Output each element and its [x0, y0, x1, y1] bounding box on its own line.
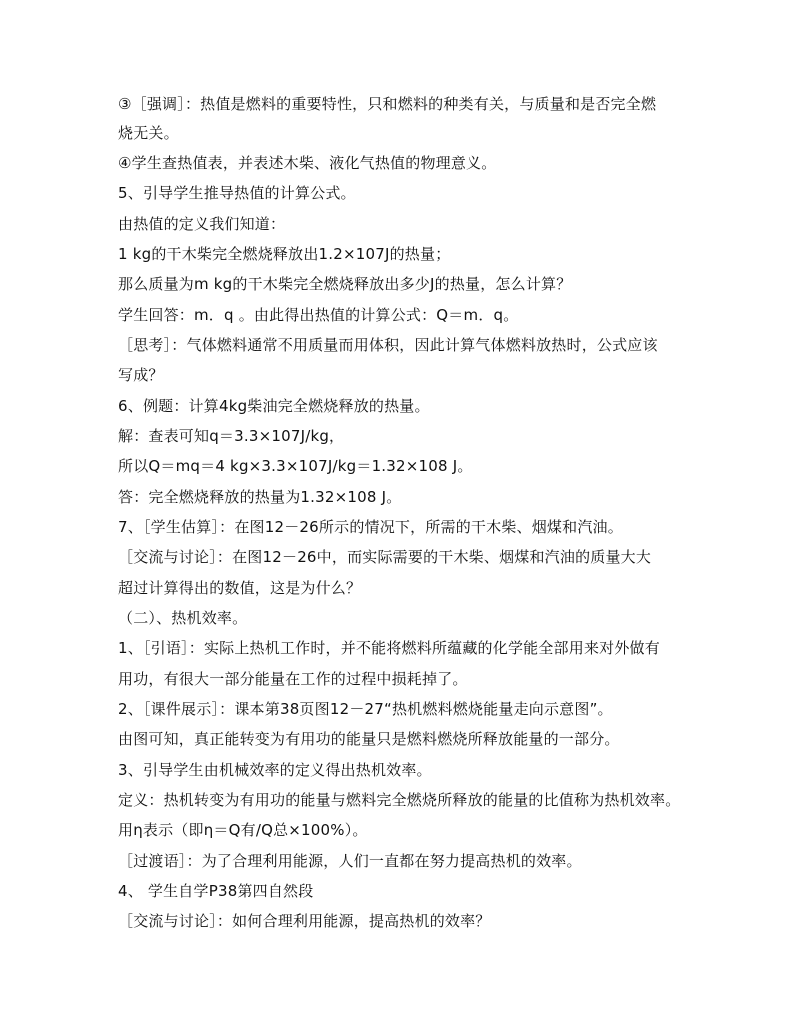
text-line: 超过计算得出的数值，这是为什么？: [118, 579, 362, 597]
text-line: 定义：热机转变为有用功的能量与燃料完全燃烧所释放的能量的比值称为热机效率。: [118, 791, 681, 809]
text-line: 3、引导学生由机械效率的定义得出热机效率。: [118, 761, 432, 779]
text-line: 7、［学生估算］：在图12－26所示的情况下，所需的干木柴、烟煤和汽油。: [118, 518, 623, 536]
text-line: 答：完全燃烧释放的热量为1.32×108 J。: [118, 488, 402, 506]
text-line: ④学生查热值表，并表述木柴、液化气热值的物理意义。: [118, 154, 497, 172]
text-line: ［思考］：气体燃料通常不用质量而用体积，因此计算气体燃料放热时，公式应该: [118, 336, 658, 354]
text-line: 用η表示（即η＝Q有/Q总×100%）。: [118, 821, 368, 839]
text-line: 2、［课件展示］：课本第38页图12－27“热机燃料燃烧能量走向示意图”。: [118, 700, 613, 718]
text-line: 烧无关。: [118, 124, 179, 142]
text-line: 6、例题：计算4kg柴油完全燃烧释放的热量。: [118, 397, 430, 415]
text-line: 那么质量为m kg的干木柴完全燃烧释放出多少J的热量，怎么计算？: [118, 275, 572, 293]
text-line: 1 kg的干木柴完全燃烧释放出1.2×107J的热量；: [118, 245, 451, 263]
text-line: 用功，有很大一部分能量在工作的过程中损耗掉了。: [118, 670, 468, 688]
text-line: 4、 学生自学P38第四自然段: [118, 882, 314, 900]
text-line: 所以Q＝mq＝4 kg×3.3×107J/kg＝1.32×108 J。: [118, 457, 473, 475]
text-line: （二）、热机效率。: [118, 609, 248, 627]
text-line: 写成？: [118, 366, 164, 384]
text-line: 由图可知，真正能转变为有用功的能量只是燃料燃烧所释放能量的一部分。: [118, 730, 620, 748]
text-line: 学生回答：m．q 。由此得出热值的计算公式：Q＝m．q。: [118, 306, 519, 324]
text-line: 由热值的定义我们知道：: [118, 215, 286, 233]
text-line: 解：查表可知q＝3.3×107J/kg，: [118, 427, 345, 445]
text-line: ［交流与讨论］：如何合理利用能源，提高热机的效率？: [118, 912, 491, 930]
text-line: 1、［引语］：实际上热机工作时，并不能将燃料所蕴藏的化学能全部用来对外做有: [118, 639, 660, 657]
text-line: ③［强调］：热值是燃料的重要特性，只和燃料的种类有关，与质量和是否完全燃: [118, 95, 657, 113]
text-line: 5、引导学生推导热值的计算公式。: [118, 184, 356, 202]
text-line: ［交流与讨论］：在图12－26中，而实际需要的干木柴、烟煤和汽油的质量大大: [118, 548, 652, 566]
text-line: ［过渡语］：为了合理利用能源，人们一直都在努力提高热机的效率。: [118, 852, 582, 870]
